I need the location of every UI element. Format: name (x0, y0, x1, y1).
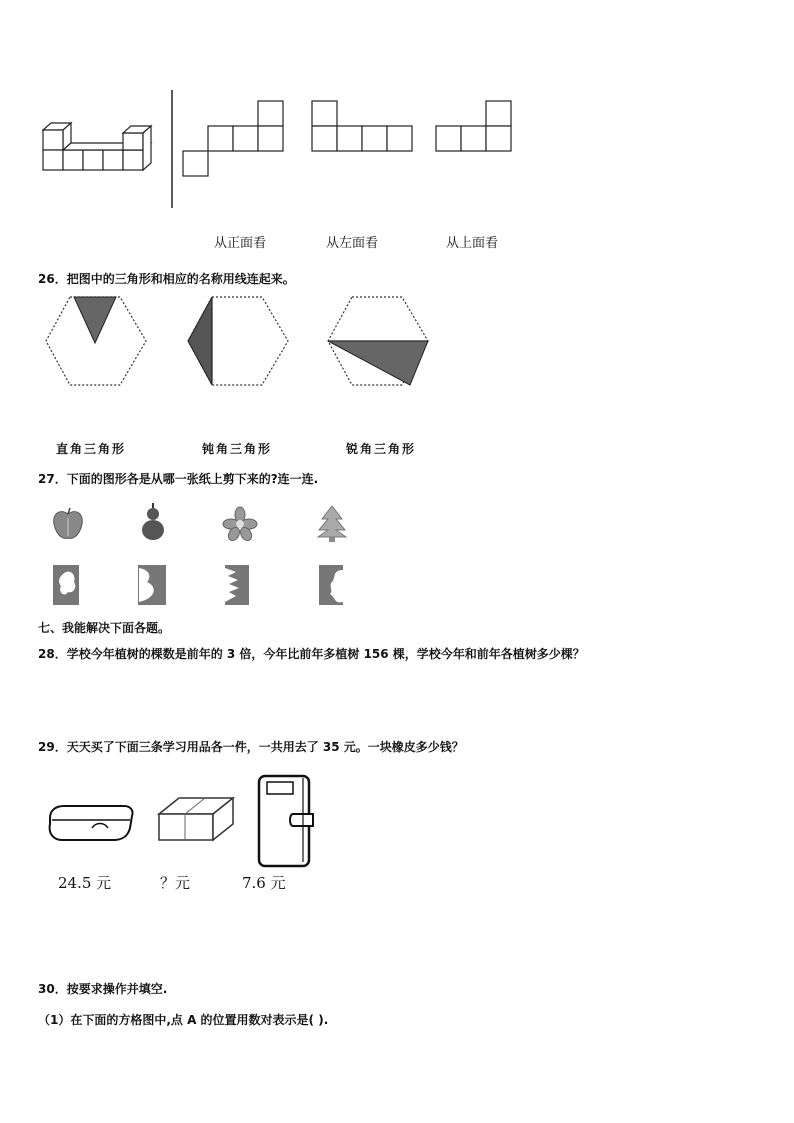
question-29: 29．天天买了下面三条学习用品各一件，一共用去了 35 元。一块橡皮多少钱？ (38, 740, 464, 754)
paper-cutout-1 (52, 564, 82, 608)
flower-shape-icon (222, 506, 258, 542)
view-label-left: 从左面看 (326, 236, 379, 251)
divider-line (171, 90, 175, 210)
section-7-title: 七、我能解决下面各题。 (38, 621, 171, 635)
view-label-front: 从正面看 (214, 236, 267, 251)
pencil-case-icon (46, 800, 136, 844)
triangle-label-obtuse: 钝角三角形 (202, 442, 273, 456)
hexagon-left-triangle (186, 296, 290, 388)
triangle-label-right: 直角三角形 (56, 442, 127, 456)
apple-shape-icon (50, 506, 86, 542)
cube-solid-figure (40, 120, 180, 190)
question-26: 26．把图中的三角形和相应的名称用线连起来。 (38, 272, 295, 286)
paper-cutout-3 (224, 564, 252, 608)
price-calculator: 7.6 元 (242, 874, 286, 892)
calculator-book-icon (255, 772, 317, 870)
triangle-label-acute: 锐角三角形 (346, 442, 417, 456)
left-view-grid (312, 100, 414, 155)
hexagon-top-triangle (44, 296, 148, 388)
question-27: 27．下面的图形各是从哪一张纸上剪下来的?连一连. (38, 472, 319, 486)
price-eraser: ？元 (160, 874, 191, 892)
price-pencil-case: 24.5 元 (58, 874, 112, 892)
gourd-shape-icon (138, 502, 168, 542)
tree-shape-icon (316, 505, 348, 543)
view-label-top: 从上面看 (446, 236, 499, 251)
question-30-part-1: （1）在下面的方格图中,点 A 的位置用数对表示是( ). (38, 1013, 329, 1027)
hexagon-middle-triangle (326, 296, 430, 388)
eraser-icon (155, 796, 237, 844)
paper-cutout-4 (318, 564, 346, 608)
paper-cutout-2 (137, 564, 169, 608)
top-view-grid (436, 100, 514, 155)
front-view-grid (183, 100, 283, 180)
question-30: 30．按要求操作并填空. (38, 982, 168, 996)
question-28: 28．学校今年植树的棵数是前年的 3 倍，今年比前年多植树 156 棵，学校今年和前年各植树多少棵？ (38, 647, 585, 661)
